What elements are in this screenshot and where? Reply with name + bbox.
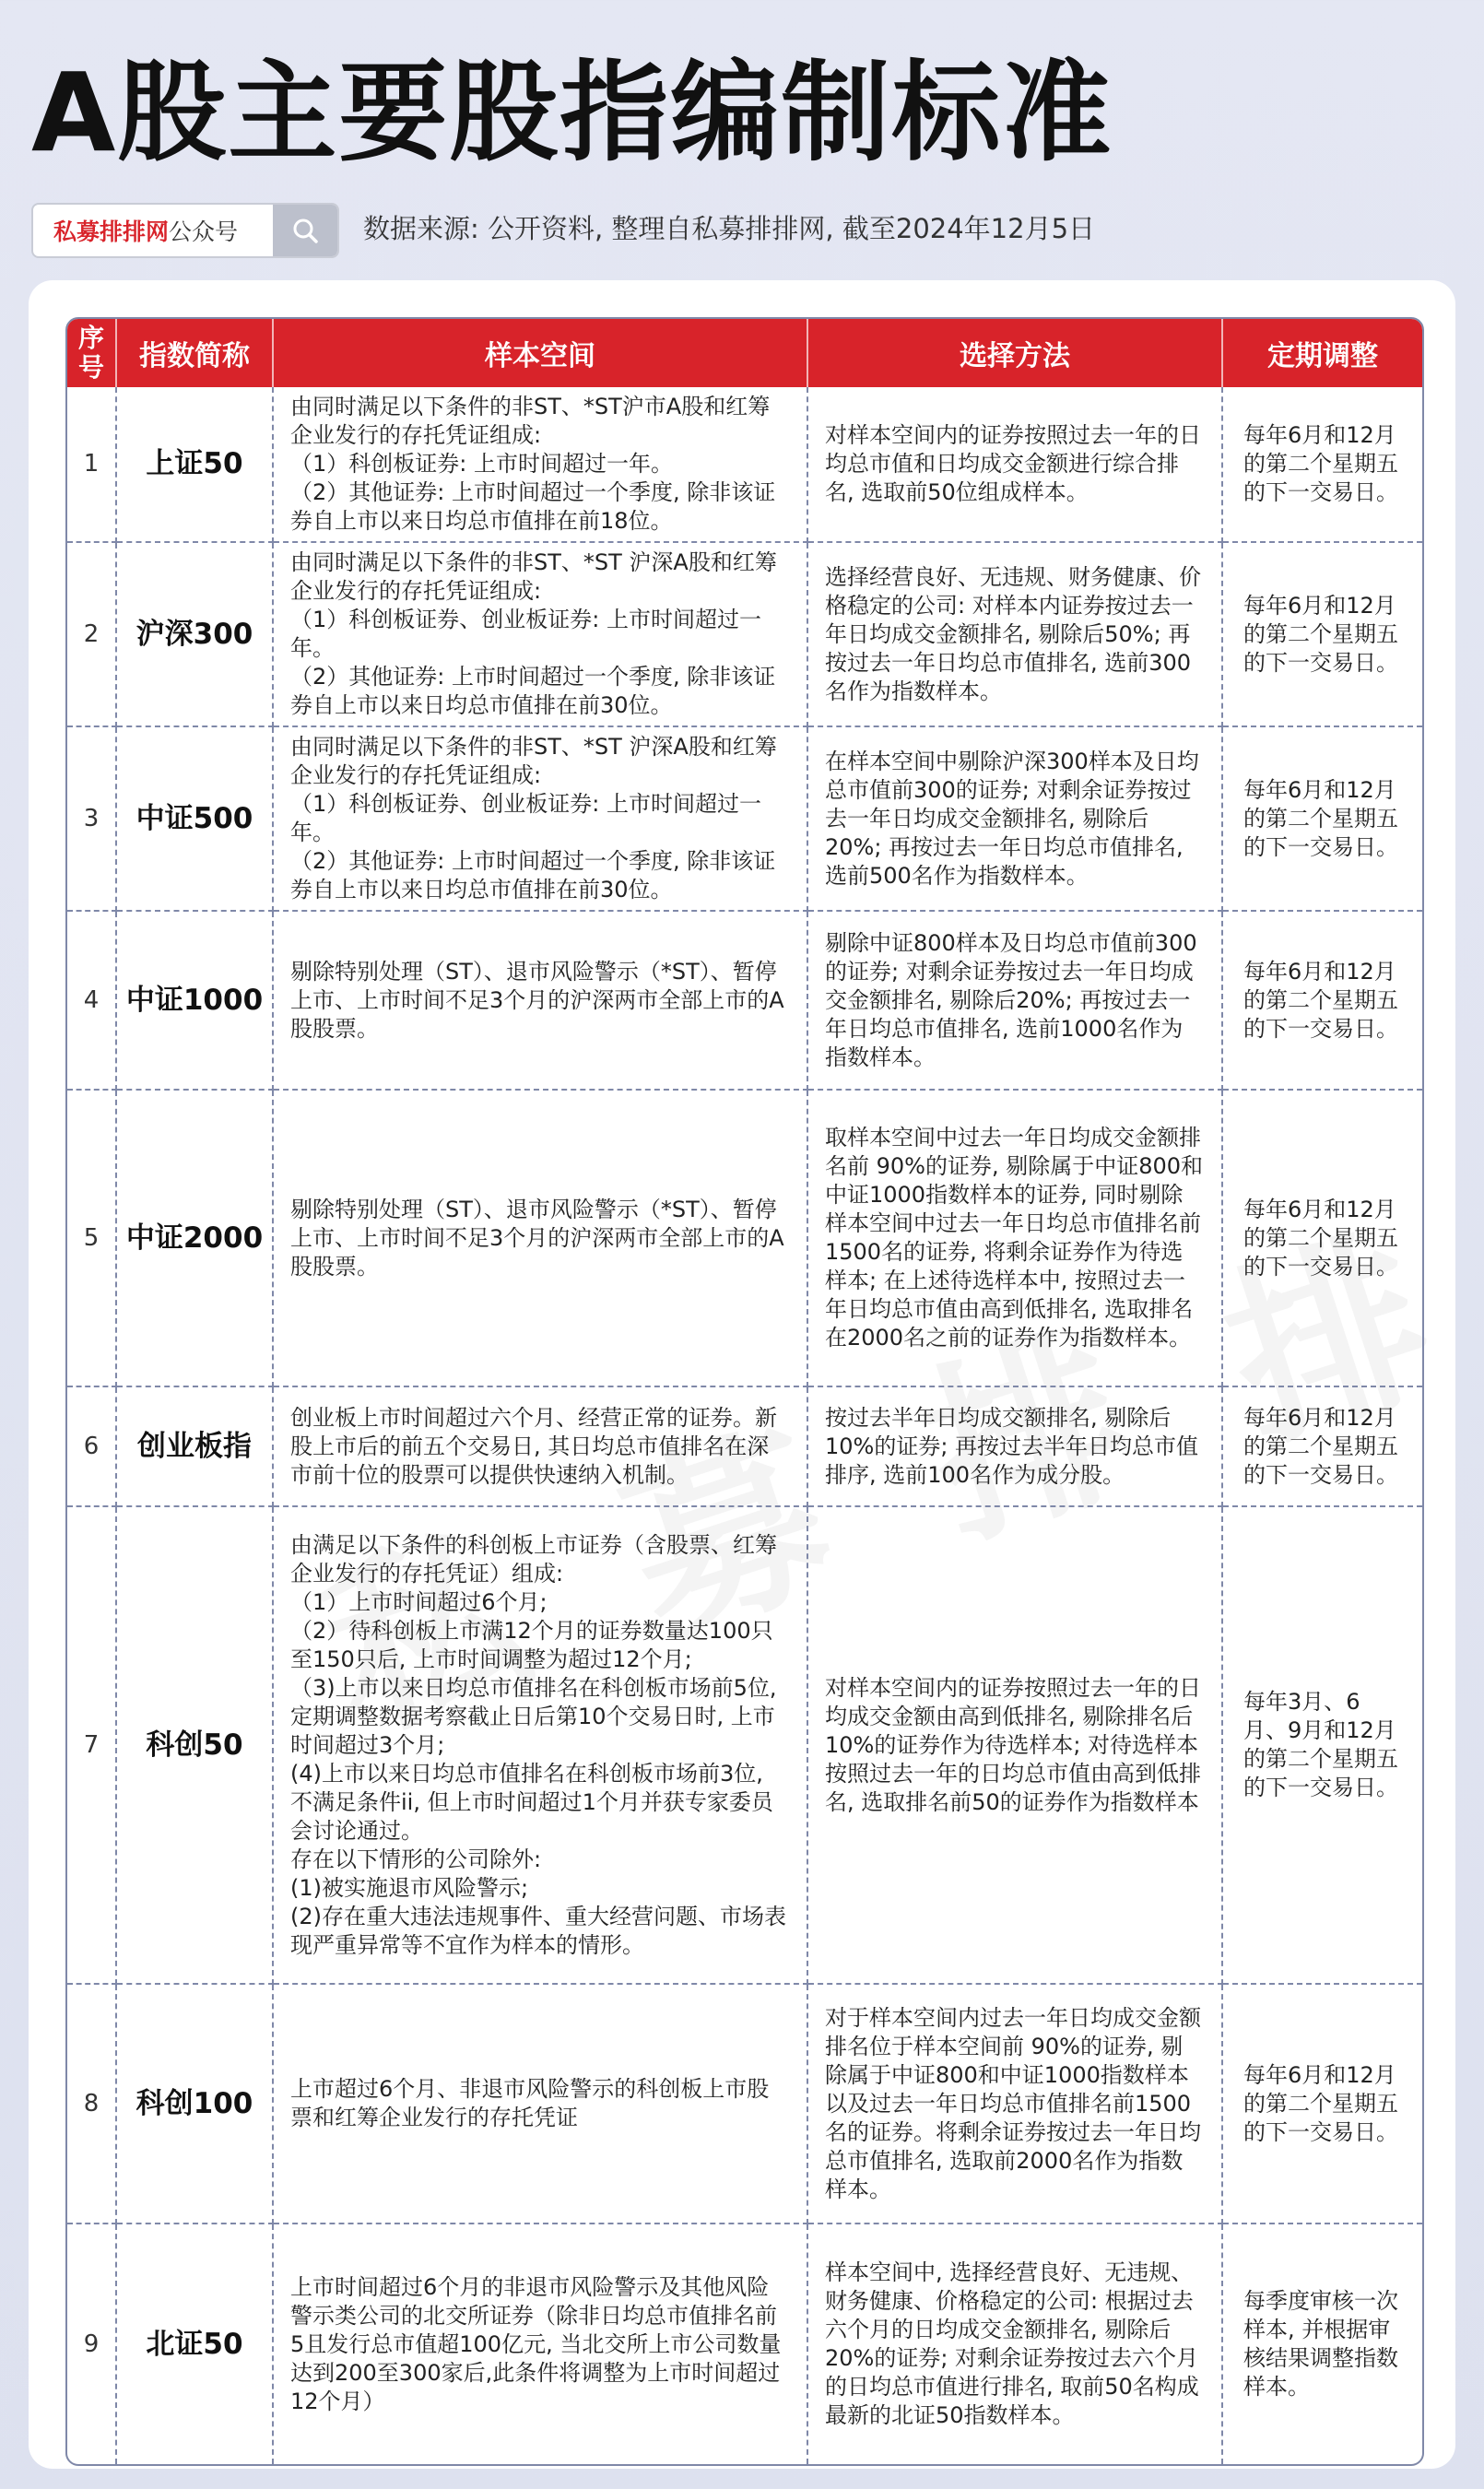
row-method: 剔除中证800样本及日均总市值前300的证券; 对剩余证券按过去一年日均成交金额排名, 剔除后20%; 再按过去一年日均总市值排名, 选前1000名作为指数样本。 bbox=[808, 912, 1223, 1091]
brand-suffix: 公众号 bbox=[169, 218, 239, 245]
row-scope: 由满足以下条件的科创板上市证券（含股票、红筹企业发行的存托凭证）组成: （1）上市时间超过6个月; （2）待科创板上市满12个月的证券数量达100只至150只后, 上市时间调整为超过12个月; （3)上市以来日均总市值排名在科创板市场前5位, 定期调整数据考察截止日后第10个交易日时, 上市时间超过3个月; (4)上市以来日均总市值排名在科创板市场前3位, 不满足条件ii, 但上市时间超过1个月并获专家委员会讨论通过。 存在以下情形的公司除外: (1)被实施退市风险警示; (2)存在重大违法违规事件、重大经营问题、市场表现严重异常等不宜作为样本的情形。 bbox=[274, 1507, 808, 1985]
row-seq: 7 bbox=[67, 1507, 117, 1985]
row-seq: 8 bbox=[67, 1985, 117, 2224]
index-standards-table bbox=[65, 317, 1424, 2466]
header-seq: 序号 bbox=[67, 319, 117, 387]
row-scope: 剔除特别处理（ST）、退市风险警示（*ST）、暂停上市、上市时间不足3个月的沪深两市全部上市的A股股票。 bbox=[274, 912, 808, 1091]
row-scope: 上市超过6个月、非退市风险警示的科创板上市股票和红筹企业发行的存托凭证 bbox=[274, 1985, 808, 2224]
row-adjust: 每季度审核一次样本, 并根据审核结果调整指数样本。 bbox=[1243, 2288, 1398, 2400]
row-scope: 由同时满足以下条件的非ST、*ST 沪深A股和红筹企业发行的存托凭证组成: （1）科创板证券、创业板证券: 上市时间超过一年。 （2）其他证券: 上市时间超过一个季度, 除非该证券自上市以来日均总市值排在前30位。 bbox=[274, 727, 808, 912]
row-adjust: 每年6月和12月的第二个星期五的下一交易日。 bbox=[1223, 1387, 1422, 1507]
row-adjust: 每年6月和12月的第二个星期五的下一交易日。 bbox=[1223, 912, 1422, 1091]
row-seq: 3 bbox=[67, 727, 117, 912]
row-method: 样本空间中, 选择经营良好、无违规、财务健康、价格稳定的公司: 根据过去六个月的日均成交金额排名, 剔除后20%的证券; 对剩余证券按过去六个月的日均总市值进行排名, 取前50名构成最新的北证50指数样本。 bbox=[808, 2224, 1223, 2464]
table-header-row bbox=[67, 319, 1422, 387]
row-adjust: 每年6月和12月的第二个星期五的下一交易日。 bbox=[1223, 387, 1422, 543]
row-seq: 5 bbox=[67, 1091, 117, 1387]
table-row bbox=[67, 912, 1422, 1091]
row-index-name: 创业板指 bbox=[117, 1387, 274, 1507]
header-name: 指数简称 bbox=[117, 319, 274, 387]
row-method: 取样本空间中过去一年日均成交金额排名前 90%的证券, 剔除属于中证800和中证1000指数样本的证券, 同时剔除样本空间中过去一年日均总市值排名前1500名的证券, 将剩余证券作为待选样本; 在上述待选样本中, 按照过去一年日均总市值由高到低排名, 选取排名在2000名之前的证券作为指数样本。 bbox=[808, 1091, 1223, 1387]
row-index-name: 上证50 bbox=[117, 387, 274, 543]
row-index-name: 中证500 bbox=[117, 727, 274, 912]
row-scope: 上市时间超过6个月的非退市风险警示及其他风险警示类公司的北交所证券（除非日均总市值排名前5且发行总市值超100亿元, 当北交所上市公司数量达到200至300家后,此条件将调整为上市时间超过12个月） bbox=[274, 2224, 808, 2464]
page-title: A股主要股指编制标准 bbox=[31, 49, 1113, 176]
search-icon bbox=[291, 217, 319, 244]
table-row bbox=[67, 1507, 1422, 1985]
row-seq: 4 bbox=[67, 912, 117, 1091]
data-source-note: 数据来源: 公开资料, 整理自私募排排网, 截至2024年12月5日 bbox=[363, 213, 1096, 244]
row-adjust: 每年6月和12月的第二个星期五的下一交易日。 bbox=[1223, 727, 1422, 912]
row-index-name: 沪深300 bbox=[117, 543, 274, 727]
row-scope: 创业板上市时间超过六个月、经营正常的证券。新股上市后的前五个交易日, 其日均总市值排名在深市前十位的股票可以提供快速纳入机制。 bbox=[274, 1387, 808, 1507]
row-index-name: 科创50 bbox=[117, 1507, 274, 1985]
table-row bbox=[67, 1387, 1422, 1507]
row-method: 选择经营良好、无违规、财务健康、价格稳定的公司: 对样本内证券按过去一年日均成交金额排名, 剔除后50%; 再按过去一年日均总市值排名, 选前300名作为指数样本。 bbox=[808, 543, 1223, 727]
row-index-name: 中证2000 bbox=[117, 1091, 274, 1387]
search-button[interactable] bbox=[273, 205, 337, 256]
header-method: 选择方法 bbox=[808, 319, 1223, 387]
row-method: 对样本空间内的证券按照过去一年的日均成交金额由高到低排名, 剔除排名后10%的证券作为待选样本; 对待选样本按照过去一年的日均总市值由高到低排名, 选取排名前50的证券作为指数样本 bbox=[808, 1507, 1223, 1985]
row-scope: 剔除特别处理（ST）、退市风险警示（*ST）、暂停上市、上市时间不足3个月的沪深两市全部上市的A股股票。 bbox=[274, 1091, 808, 1387]
row-method: 在样本空间中剔除沪深300样本及日均总市值前300的证券; 对剩余证券按过去一年日均成交金额排名, 剔除后20%; 再按过去一年日均总市值排名, 选前500名作为指数样本。 bbox=[808, 727, 1223, 912]
row-seq: 2 bbox=[67, 543, 117, 727]
table-row bbox=[67, 1985, 1422, 2224]
row-index-name: 北证50 bbox=[117, 2224, 274, 2464]
brand-name: 私募排排网 bbox=[53, 218, 170, 245]
row-adjust: 每年6月和12月的第二个星期五的下一交易日。 bbox=[1223, 1091, 1422, 1387]
row-method: 按过去半年日均成交额排名, 剔除后10%的证券; 再按过去半年日均总市值排序, 选前100名作为成分股。 bbox=[808, 1387, 1223, 1507]
row-index-name: 中证1000 bbox=[117, 912, 274, 1091]
row-seq: 6 bbox=[67, 1387, 117, 1507]
header-scope: 样本空间 bbox=[274, 319, 808, 387]
row-adjust: 每年6月和12月的第二个星期五的下一交易日。 bbox=[1223, 1985, 1422, 2224]
search-box[interactable] bbox=[31, 203, 339, 258]
row-seq: 9 bbox=[67, 2224, 117, 2464]
row-scope: 由同时满足以下条件的非ST、*ST沪市A股和红筹企业发行的存托凭证组成: （1）科创板证券: 上市时间超过一年。 （2）其他证券: 上市时间超过一个季度, 除非该证券自上市以来日均总市值排在前18位。 bbox=[274, 387, 808, 543]
table-row bbox=[67, 387, 1422, 543]
row-method: 对于样本空间内过去一年日均成交金额排名位于样本空间前 90%的证券, 剔除属于中证800和中证1000指数样本以及过去一年日均总市值排名前1500名的证券。将剩余证券按过去一年日均总市值排名, 选取前2000名作为指数样本。 bbox=[808, 1985, 1223, 2224]
row-adjust: 每年3月、6月、9月和12月的第二个星期五的下一交易日。 bbox=[1223, 1507, 1422, 1985]
row-method: 对样本空间内的证券按照过去一年的日均总市值和日均成交金额进行综合排名, 选取前50位组成样本。 bbox=[808, 387, 1223, 543]
row-seq: 1 bbox=[67, 387, 117, 543]
table-row bbox=[67, 727, 1422, 912]
row-scope: 由同时满足以下条件的非ST、*ST 沪深A股和红筹企业发行的存托凭证组成: （1）科创板证券、创业板证券: 上市时间超过一年。 （2）其他证券: 上市时间超过一个季度, 除非该证券自上市以来日均总市值排在前30位。 bbox=[274, 543, 808, 727]
table-row bbox=[67, 543, 1422, 727]
header-adjust: 定期调整 bbox=[1223, 319, 1422, 387]
table-row bbox=[67, 2224, 1422, 2464]
content-card bbox=[29, 280, 1455, 2469]
row-index-name: 科创100 bbox=[117, 1985, 274, 2224]
row-adjust: 每年6月和12月的第二个星期五的下一交易日。 bbox=[1223, 543, 1422, 727]
table-row bbox=[67, 1091, 1422, 1387]
